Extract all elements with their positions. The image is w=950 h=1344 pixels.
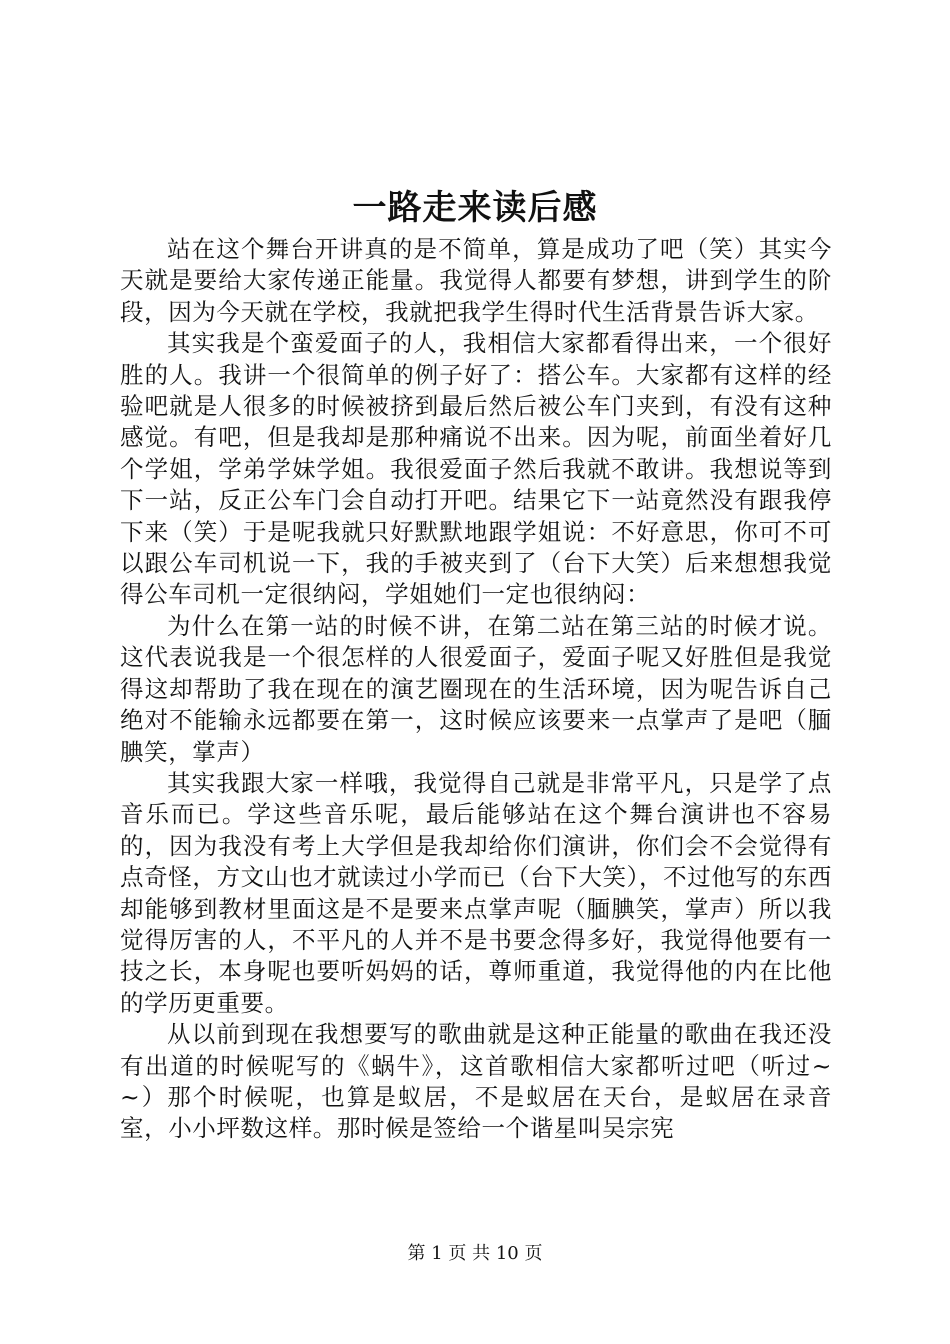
page-number-footer: 第 1 页 共 10 页 [407,1243,543,1264]
paragraph-2: 其实我是个蛮爱面子的人，我相信大家都看得出来，一个很好胜的人。我讲一个很简单的例子好了：搭公车。大家都有这样的经验吧就是人很多的时候被挤到最后然后被公车门夹到，有没有这种感觉。有吧，但是我却是那种痛说不出来。因为呢，前面坐着好几个学姐，学弟学妹学姐。我很爱面子然后我就不敢讲。我想说等到下一站，反正公车门会自动打开吧。结果它下一站竟然没有跟我停下来（笑）于是呢我就只好默默地跟学姐说：不好意思，你可不可以跟公车司机说一下，我的手被夹到了（台下大笑）后来想想我觉得公车司机一定很纳闷，学姐她们一定也很纳闷： [120,329,832,609]
paragraph-1: 站在这个舞台开讲真的是不简单，算是成功了吧（笑）其实今天就是要给大家传递正能量。我觉得人都要有梦想，讲到学生的阶段，因为今天就在学校，我就把我学生得时代生活背景告诉大家。 [120,235,832,326]
paragraph-4: 其实我跟大家一样哦，我觉得自己就是非常平凡，只是学了点音乐而已。学这些音乐呢，最后能够站在这个舞台演讲也不容易的，因为我没有考上大学但是我却给你们演讲，你们会不会觉得有点奇怪，方文山也才就读过小学而已（台下大笑），不过他写的东西却能够到教材里面这是不是要来点掌声呢（腼腆笑，掌声）所以我觉得厉害的人，不平凡的人并不是书要念得多好，我觉得他要有一技之长，本身呢也要听妈妈的话，尊师重道，我觉得他的内在比他的学历更重要。 [120,768,832,1017]
document-title: 一路走来读后感 [352,188,598,228]
document-body [120,234,832,1145]
paragraph-5: 从以前到现在我想要写的歌曲就是这种正能量的歌曲在我还没有出道的时候呢写的《蜗牛》，这首歌相信大家都听过吧（听过~~）那个时候呢，也算是蚁居，不是蚁居在天台，是蚁居在录音室，小小坪数这样。那时候是签给一个谐星叫吴宗宪 [120,1020,832,1143]
paragraph-3: 为什么在第一站的时候不讲，在第二站在第三站的时候才说。这代表说我是一个很怎样的人很爱面子，爱面子呢又好胜但是我觉得这却帮助了我在现在的演艺圈现在的生活环境，因为呢告诉自己绝对不能输永远都要在第一，这时候应该要来一点掌声了是吧（腼腆笑，掌声） [120,611,832,766]
